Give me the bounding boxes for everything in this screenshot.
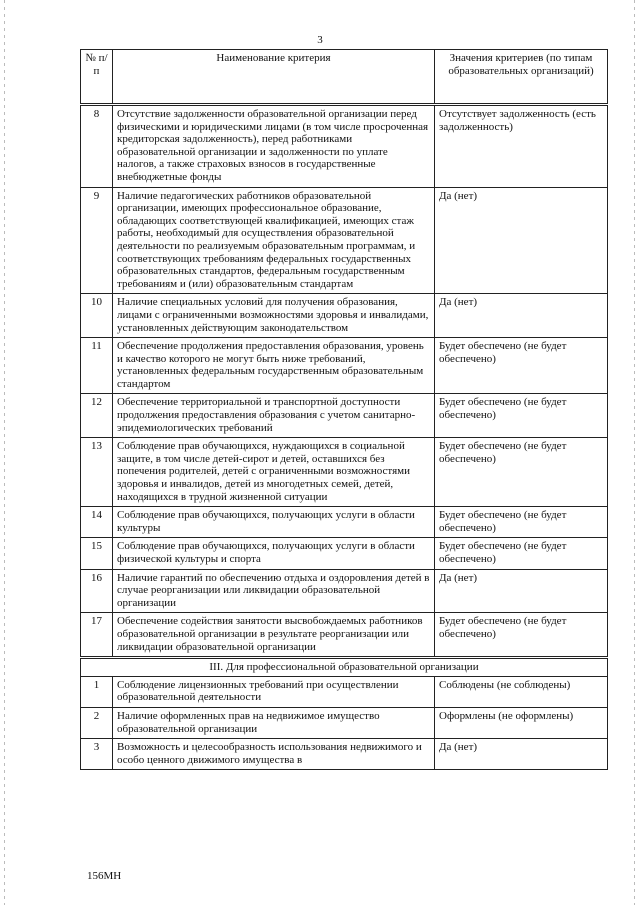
criterion-value: Будет обеспечено (не будет обеспечено) [435, 538, 608, 569]
table-row [81, 569, 608, 613]
section-title: III. Для профессиональной образовательной организации [81, 658, 608, 677]
table-row [81, 105, 608, 188]
criterion-name: Отсутствие задолженности образовательной организации перед физическими и юридическими лицами (в том числе просроченная кредиторская задолженность), перед работниками образовательной организации и задолженности по уплате налогов, а также страховых взносов в государственные внебюджетные фонды [113, 105, 435, 188]
criterion-value: Будет обеспечено (не будет обеспечено) [435, 394, 608, 438]
table-row [81, 294, 608, 338]
table-row [81, 438, 608, 507]
table-row [81, 394, 608, 438]
criterion-name: Наличие оформленных прав на недвижимое имущество образовательной организации [113, 707, 435, 738]
row-number: 1 [81, 676, 113, 707]
row-number: 14 [81, 507, 113, 538]
criterion-value: Оформлены (не оформлены) [435, 707, 608, 738]
header-number: № п/п [81, 50, 113, 105]
section-3 [81, 658, 608, 677]
table-row [81, 739, 608, 770]
criterion-name: Соблюдение лицензионных требований при осуществлении образовательной деятельности [113, 676, 435, 707]
criterion-name: Возможность и целесообразность использования недвижимого и особо ценного движимого имущества в [113, 739, 435, 770]
criterion-name: Соблюдение прав обучающихся, получающих услуги в области физической культуры и спорта [113, 538, 435, 569]
criteria-rows-part-2 [81, 105, 608, 658]
criterion-name: Обеспечение территориальной и транспортной доступности продолжения предоставления образования с учетом санитарно-эпидемиологических требований [113, 394, 435, 438]
section-heading-row [81, 658, 608, 677]
criterion-name: Соблюдение прав обучающихся, нуждающихся в социальной защите, в том числе детей-сирот и детей, оставшихся без попечения родителей, детей с ограниченными возможностями здоровья и инвалидов, детей из многодетных семей, детей, находящихся в трудной жизненной ситуации [113, 438, 435, 507]
row-number: 13 [81, 438, 113, 507]
criterion-value: Да (нет) [435, 187, 608, 294]
criterion-value: Да (нет) [435, 294, 608, 338]
header-criterion-values: Значения критериев (по типам образовательных организаций) [435, 50, 608, 105]
row-number: 8 [81, 105, 113, 188]
row-number: 16 [81, 569, 113, 613]
criterion-value: Будет обеспечено (не будет обеспечено) [435, 438, 608, 507]
table-row [81, 707, 608, 738]
row-number: 17 [81, 613, 113, 658]
criterion-value: Будет обеспечено (не будет обеспечено) [435, 338, 608, 394]
row-number: 10 [81, 294, 113, 338]
criterion-value: Будет обеспечено (не будет обеспечено) [435, 613, 608, 658]
table-row [81, 613, 608, 658]
criterion-value: Будет обеспечено (не будет обеспечено) [435, 507, 608, 538]
criterion-name: Наличие педагогических работников образовательной организации, имеющих профессиональное образование, обладающих соответствующей квалификацией, имеющих стаж работы, необходимый для осуществления образовательной деятельности по реализуемым образовательным программам, и соответствующих требованиям федеральных государственных образовательных стандартов, федеральным государственным требованиям и (или) образовательным стандартам [113, 187, 435, 294]
criterion-name: Обеспечение содействия занятости высвобождаемых работников образовательной организации в результате реорганизации или ликвидации образовательной организации [113, 613, 435, 658]
criterion-value: Соблюдены (не соблюдены) [435, 676, 608, 707]
scan-edge-right [634, 0, 635, 905]
criterion-name: Наличие специальных условий для получения образования, лицами с ограниченными возможностями здоровья и инвалидами, установленных действующим законодательством [113, 294, 435, 338]
row-number: 12 [81, 394, 113, 438]
row-number: 9 [81, 187, 113, 294]
row-number: 15 [81, 538, 113, 569]
table-row [81, 338, 608, 394]
criterion-name: Наличие гарантий по обеспечению отдыха и оздоровления детей в случае реорганизации или ликвидации образовательной организации [113, 569, 435, 613]
criterion-value: Да (нет) [435, 739, 608, 770]
table-row [81, 538, 608, 569]
row-number: 3 [81, 739, 113, 770]
criterion-value: Отсутствует задолженность (есть задолженность) [435, 105, 608, 188]
header-criterion-name: Наименование критерия [113, 50, 435, 105]
table-header [81, 50, 608, 105]
criteria-rows-part-3 [81, 676, 608, 770]
row-number: 2 [81, 707, 113, 738]
document-code: 156МН [87, 870, 122, 882]
criterion-name: Соблюдение прав обучающихся, получающих услуги в области культуры [113, 507, 435, 538]
row-number: 11 [81, 338, 113, 394]
criteria-table [80, 49, 608, 770]
table-row [81, 187, 608, 294]
table-row [81, 676, 608, 707]
criterion-name: Обеспечение продолжения предоставления образования, уровень и качество которого не могут быть ниже требований, установленных федеральным государственным образовательным стандартом [113, 338, 435, 394]
page-number: 3 [317, 34, 323, 46]
criterion-value: Да (нет) [435, 569, 608, 613]
scan-edge-left [4, 0, 5, 905]
table-row [81, 507, 608, 538]
